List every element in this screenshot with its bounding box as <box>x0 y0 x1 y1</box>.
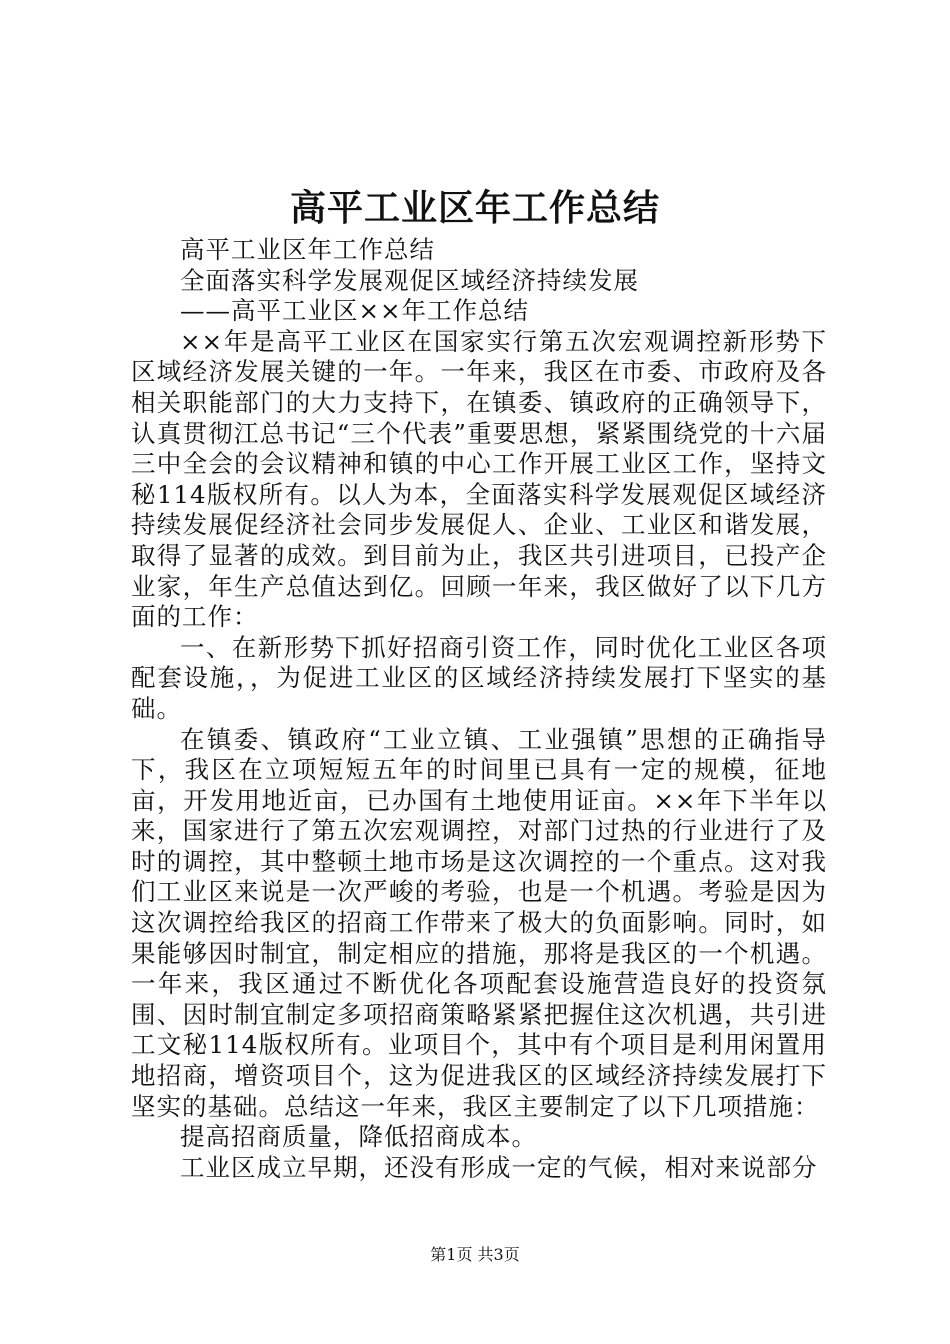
paragraph-guidance: 在镇委、镇政府“工业立镇、工业强镇”思想的正确指导下，我区在立项短短五年的时间里已具有一定的规模，征地亩，开发用地近亩，已办国有土地使用证亩。××年下半年以来，国家进行了第五次宏观调控，对部门过热的行业进行了及时的调控，其中整顿土地市场是这次调控的一个重点。这对我们工业区来说是一次严峻的考验，也是一个机遇。考验是因为这次调控给我区的招商工作带来了极大的负面影响。同时，如果能够因时制宜，制定相应的措施，那将是我区的一个机遇。一年来，我区通过不断优化各项配套设施营造良好的投资氛围、因时制宜制定多项招商策略紧紧把握住这次机遇，共引进工文秘114版权所有。业项目个，其中有个项目是利用闲置用地招商，增资项目个，这为促进我区的区域经济持续发展打下坚实的基础。总结这一年来，我区主要制定了以下几项措施： <box>131 724 827 1121</box>
paragraph-theme: 全面落实科学发展观促区域经济持续发展 <box>180 265 639 295</box>
paragraph-dash-subtitle: ——高平工业区××年工作总结 <box>180 296 530 326</box>
document-body <box>131 235 827 1183</box>
page-footer: 第1页 共3页 <box>430 1245 520 1264</box>
paragraph-subtitle-repeat: 高平工业区年工作总结 <box>180 235 435 264</box>
document-title: 高平工业区年工作总结 <box>289 187 660 229</box>
paragraph-intro: ××年是高平工业区在国家实行第五次宏观调控新形势下区域经济发展关键的一年。一年来，我区在市委、市政府及各相关职能部门的大力支持下，在镇委、镇政府的正确领导下，认真贯彻江总书记“三个代表”重要思想，紧紧围绕党的十六届三中全会的会议精神和镇的中心工作开展工业区工作，坚持文秘114版权所有。以人为本，全面落实科学发展观促区域经济持续发展促经济社会同步发展促人、企业、工业区和谐发展，取得了显著的成效。到目前为止，我区共引进项目，已投产企业家，年生产总值达到亿。回顾一年来，我区做好了以下几方面的工作： <box>131 326 827 632</box>
paragraph-section-one: 一、在新形势下抓好招商引资工作，同时优化工业区各项配套设施，，为促进工业区的区域经济持续发展打下坚实的基础。 <box>131 632 827 723</box>
paragraph-measure-heading: 提高招商质量，降低招商成本。 <box>180 1122 537 1152</box>
paragraph-early-stage: 工业区成立早期，还没有形成一定的气候，相对来说部分 <box>180 1152 818 1182</box>
